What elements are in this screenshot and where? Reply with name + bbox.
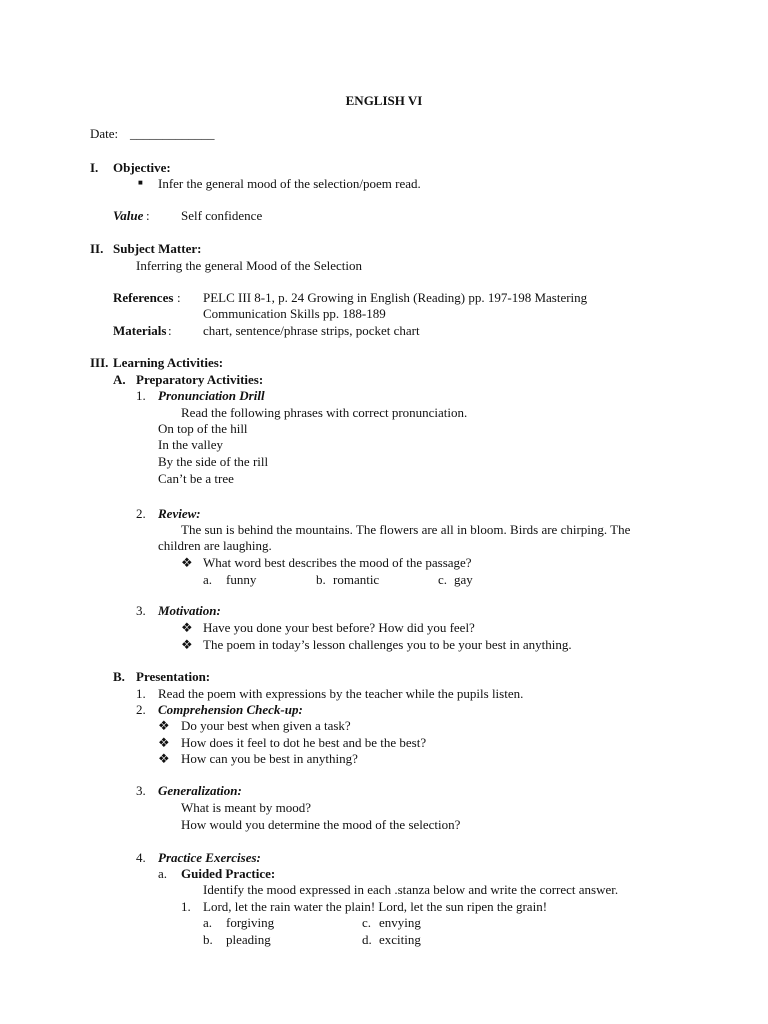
generalization-question: How would you determine the mood of the selection? bbox=[181, 817, 461, 832]
references-label: References bbox=[113, 290, 174, 305]
materials-label: Materials bbox=[113, 323, 167, 338]
item-number: 1. bbox=[136, 686, 146, 701]
choice-text: exciting bbox=[379, 932, 421, 947]
generalization-question: What is meant by mood? bbox=[181, 800, 311, 815]
comprehension-heading: Comprehension Check-up: bbox=[158, 702, 303, 717]
materials-text: chart, sentence/phrase strips, pocket chart bbox=[203, 323, 420, 338]
item-number: 2. bbox=[136, 506, 146, 521]
choice-letter: d. bbox=[362, 932, 372, 947]
drill-instruction: Read the following phrases with correct pronunciation. bbox=[181, 405, 468, 420]
item-number: 3. bbox=[136, 603, 146, 618]
review-passage-line-1: The sun is behind the mountains. The flowers are all in bloom. Birds are chirping. The bbox=[181, 522, 631, 537]
motivation-question: Have you done your best before? How did you feel? bbox=[203, 620, 475, 635]
section-heading-learning-activities: Learning Activities: bbox=[113, 355, 224, 370]
drill-phrase: In the valley bbox=[158, 437, 223, 452]
value-text: Self confidence bbox=[181, 208, 263, 223]
diamond-bullet-icon: ❖ bbox=[181, 620, 193, 635]
choice-text: forgiving bbox=[226, 915, 275, 930]
objective-text: Infer the general mood of the selection/poem read. bbox=[158, 176, 421, 191]
guided-practice-item: Lord, let the rain water the plain! Lord, let the sun ripen the grain! bbox=[203, 899, 548, 914]
references-line-1: PELC III 8-1, p. 24 Growing in English (Reading) pp. 197-198 Mastering bbox=[203, 290, 588, 305]
section-heading-subject-matter: Subject Matter: bbox=[113, 241, 202, 256]
materials-colon: : bbox=[168, 323, 172, 338]
presentation-item-text: Read the poem with expressions by the teacher while the pupils listen. bbox=[158, 686, 524, 701]
choice-text: envying bbox=[379, 915, 421, 930]
diamond-bullet-icon: ❖ bbox=[158, 718, 170, 733]
practice-exercises-heading: Practice Exercises: bbox=[158, 850, 261, 865]
choice-text: pleading bbox=[226, 932, 271, 947]
choice-letter: c. bbox=[362, 915, 372, 930]
subsection-letter: B. bbox=[113, 669, 125, 684]
section-number: I. bbox=[90, 160, 99, 175]
choice-letter: a. bbox=[203, 572, 213, 587]
item-number: 1. bbox=[136, 388, 146, 403]
comprehension-question: How can you be best in anything? bbox=[181, 751, 358, 766]
section-heading-objective: Objective: bbox=[113, 160, 171, 175]
choice-letter: c. bbox=[438, 572, 448, 587]
choice-text: funny bbox=[226, 572, 257, 587]
drill-phrase: On top of the hill bbox=[158, 421, 248, 436]
review-question: What word best describes the mood of the passage? bbox=[203, 555, 472, 570]
diamond-bullet-icon: ❖ bbox=[158, 751, 170, 766]
section-number: III. bbox=[90, 355, 109, 370]
motivation-heading: Motivation: bbox=[158, 603, 221, 618]
diamond-bullet-icon: ❖ bbox=[181, 555, 193, 570]
diamond-bullet-icon: ❖ bbox=[158, 735, 170, 750]
sub-item-letter: a. bbox=[158, 866, 168, 881]
guided-practice-heading: Guided Practice: bbox=[181, 866, 276, 881]
square-bullet-icon: ■ bbox=[138, 178, 143, 187]
review-passage-line-2: children are laughing. bbox=[158, 538, 272, 553]
choice-letter: b. bbox=[203, 932, 213, 947]
value-colon: : bbox=[146, 208, 150, 223]
item-number: 3. bbox=[136, 783, 146, 798]
pronunciation-drill-heading: Pronunciation Drill bbox=[158, 388, 265, 403]
page-title: ENGLISH VI bbox=[345, 93, 423, 108]
diamond-bullet-icon: ❖ bbox=[181, 637, 193, 652]
item-number: 2. bbox=[136, 702, 146, 717]
item-number: 1. bbox=[181, 899, 191, 914]
references-colon: : bbox=[177, 290, 181, 305]
generalization-heading: Generalization: bbox=[158, 783, 242, 798]
section-number: II. bbox=[90, 241, 104, 256]
date-blank: _____________ bbox=[130, 126, 215, 141]
motivation-question: The poem in today’s lesson challenges you to be your best in anything. bbox=[203, 637, 572, 652]
choice-letter: b. bbox=[316, 572, 326, 587]
comprehension-question: Do your best when given a task? bbox=[181, 718, 351, 733]
subsection-heading-presentation: Presentation: bbox=[136, 669, 211, 684]
review-heading: Review: bbox=[158, 506, 201, 521]
subject-topic: Inferring the general Mood of the Selection bbox=[136, 258, 362, 273]
choice-text: gay bbox=[454, 572, 473, 587]
choice-text: romantic bbox=[333, 572, 380, 587]
drill-phrase: By the side of the rill bbox=[158, 454, 269, 469]
item-number: 4. bbox=[136, 850, 146, 865]
guided-practice-instruction: Identify the mood expressed in each .stanza below and write the correct answer. bbox=[203, 882, 619, 897]
value-label: Value bbox=[113, 208, 144, 223]
comprehension-question: How does it feel to dot he best and be the best? bbox=[181, 735, 427, 750]
subsection-heading-preparatory: Preparatory Activities: bbox=[136, 372, 264, 387]
choice-letter: a. bbox=[203, 915, 213, 930]
date-label: Date: bbox=[90, 126, 119, 141]
subsection-letter: A. bbox=[113, 372, 126, 387]
references-line-2: Communication Skills pp. 188-189 bbox=[203, 306, 386, 321]
drill-phrase: Can’t be a tree bbox=[158, 471, 234, 486]
